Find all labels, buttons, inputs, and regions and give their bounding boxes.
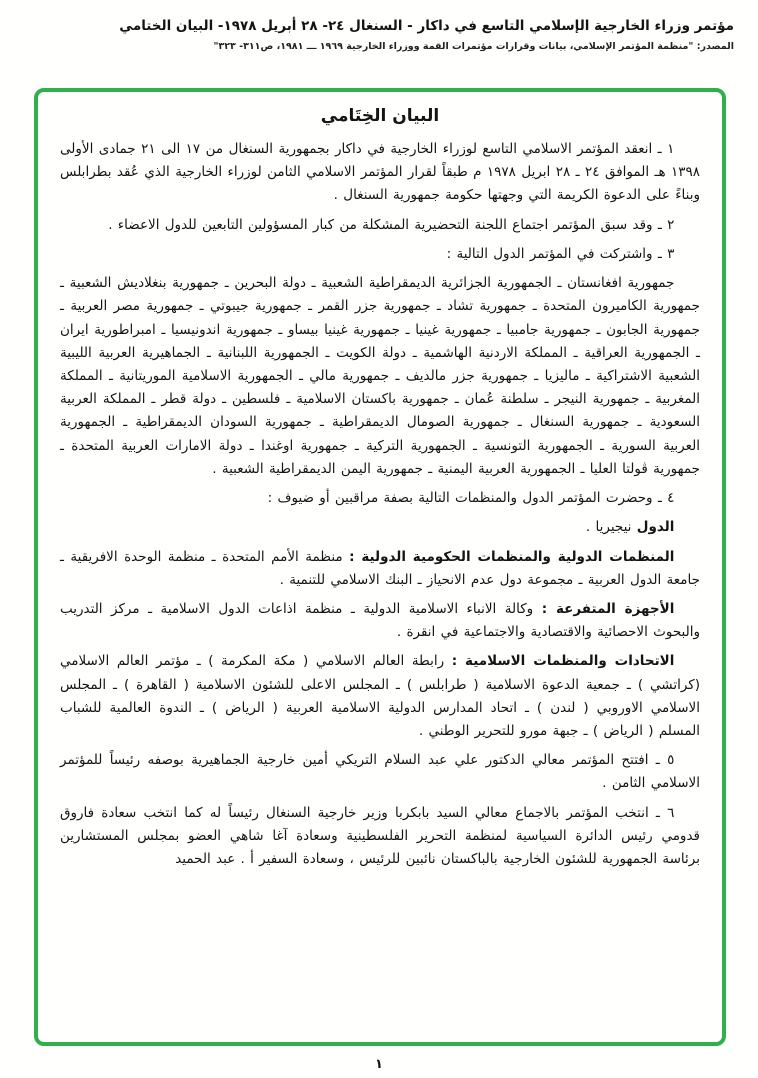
paragraph-label: المنظمات الدولية والمنظمات الحكومية الدولية : xyxy=(349,548,675,565)
page-header xyxy=(0,0,758,54)
paragraph-text: منظمة الأمم المتحدة ـ منظمة الوحدة الافريقية ـ جامعة الدول العربية ـ مجموعة دول عدم الانحياز ـ البنك الاسلامي للتنمية . xyxy=(60,548,700,588)
paragraph-text: ٤ ـ وحضرت المؤتمر الدول والمنظمات التالية بصفة مراقبين أو ضيوف : xyxy=(267,490,675,507)
paragraph-text: ٢ ـ وقد سبق المؤتمر اجتماع اللجنة التحضيرية المشكلة من كبار المسؤولين التابعين للدول الاعضاء . xyxy=(108,216,675,233)
paragraph-text: رابطة العالم الاسلامي ( مكة المكرمة ) ـ مؤتمر العالم الاسلامي (كراتشي ) ـ جمعية الدعوة الاسلامية ( طرابلس ) ـ المجلس الاعلى للشئون الاسلامية ( القاهرة ) ـ المجلس الاسلامي الاوروبي ( لندن ) ـ اتحاد المدارس الدولية الاسلامية العربية ( الرياض ) ـ الندوة العالمية للشباب المسلم ( الرياض ) ـ جبهة مورو للتحرير الوطني . xyxy=(60,653,700,740)
paragraph-1 xyxy=(60,138,700,208)
paragraph-4 xyxy=(60,487,700,510)
paragraph-text: وكالة الانباء الاسلامية الدولية ـ منظمة اذاعات الدول الاسلامية ـ مركز التدريب والبحوث الاحصائية والاقتصادية والاجتماعية في انقرة . xyxy=(60,600,700,641)
header-title: مؤتمر وزراء الخارجية الإسلامي التاسع في داكار - السنغال ٢٤- ٢٨ أبريل ١٩٧٨- البيان الختامي xyxy=(119,18,734,34)
paragraph-states-observers xyxy=(60,516,700,539)
paragraph-3 xyxy=(60,243,700,266)
paragraph-text: ٣ ـ واشتركت في المؤتمر الدول التالية : xyxy=(446,245,675,262)
paragraph-text: جمهورية افغانستان ـ الجمهورية الجزائرية الديمقراطية الشعبية ـ دولة البحرين ـ جمهورية بنغلاديش الشعبية ـ جمهورية الكاميرون المتحدة ـ جمهورية تشاد ـ جمهورية جزر القمر ـ جمهورية جيبوتي ـ جمهورية مصر العربية ـ جمهورية الجابون ـ جمهورية جامبيا ـ جمهورية غينيا ـ جمهورية غينيا بيساو ـ جمهورية اندونيسيا ـ امبراطورية ايران ـ الجمهورية العراقية ـ المملكة الاردنية الهاشمية ـ دولة الكويت ـ الجمهورية اللبنانية ـ الجماهيرية العربية الليبية الشعبية الاشتراكية ـ ماليزيا ـ جمهورية جزر مالديف ـ جمهورية مالي ـ الجمهورية الاسلامية الموريتانية ـ المملكة المغربية ـ جمهورية النيجر ـ سلطنة عُمان ـ جمهورية باكستان الاسلامية ـ فلسطين ـ دولة قطر ـ المملكة العربية السعودية ـ جمهورية السنغال ـ جمهورية الصومال الديمقراطية ـ جمهورية السودان الديمقراطية ـ الجمهورية العربية السورية ـ الجمهورية التونسية ـ الجمهورية التركية ـ جمهورية اوغندا ـ دولة الامارات العربية المتحدة ـ جمهورية ڤولتا العليا ـ الجمهورية العربية اليمنية ـ جمهورية اليمن الديمقراطية الشعبية . xyxy=(60,275,700,477)
paragraph-text: ٦ ـ انتخب المؤتمر بالاجماع معالي السيد بابكربا وزير خارجية السنغال رئيساً له كما انتخب سعادة فاروق قدومي رئيس الدائرة السياسية لمنظمة التحرير الفلسطينية وسعادة آغا شاهي العضو بمجلس المستشارين برئاسة الجمهورية للشئون الخارجية بالباكستان نائبين للرئيس ، وسعادة السفير أ . عبد الحميد xyxy=(60,804,700,868)
paragraph-text: ١ ـ انعقد المؤتمر الاسلامي التاسع لوزراء الخارجية في داكار بجمهورية السنغال من ١٧ الى ٢١ جمادى الأولى ١٣٩٨ هـ الموافق ٢٤ ـ ٢٨ ابريل ١٩٧٨ م طبقاً لقرار المؤتمر الاسلامي الثامن لوزراء الخارجية الذي عُقد بطرابلس وبناءً على الدعوة الكريمة التي وجهتها حكومة جمهورية السنغال . xyxy=(60,141,700,204)
paragraph-label: الأجهزة المتفرعة : xyxy=(541,600,675,617)
paragraph-2 xyxy=(60,214,700,237)
paragraph-subsidiary-organs xyxy=(60,598,700,644)
paragraph-5 xyxy=(60,749,700,795)
paragraph-label: الاتحادات والمنظمات الاسلامية : xyxy=(451,653,675,670)
paragraph-6 xyxy=(60,802,700,872)
paragraph-label: الدول xyxy=(636,519,675,536)
header-source: المصدر: "منظمة المؤتمر الإسلامي، بيانات وقرارات مؤتمرات القمة ووزراء الخارجية ١٩٦٩ ـــ ١٩٨١، ص٣١١- ٣٢٣" xyxy=(213,41,734,53)
paragraph-text: ٥ ـ افتتح المؤتمر معالي الدكتور علي عبد السلام التريكي أمين خارجية الجماهيرية بوصفه رئيساً للمؤتمر الاسلامي الثامن . xyxy=(60,752,700,792)
paragraph-international-organizations xyxy=(60,546,700,592)
page-number: ١ xyxy=(375,1057,383,1072)
paragraph-islamic-unions xyxy=(60,650,700,743)
document-frame xyxy=(34,88,726,1046)
document-title: البيان الخِتَامي xyxy=(320,106,440,126)
paragraph-text: نيجيريا . xyxy=(585,519,632,536)
paragraph-countries-list xyxy=(60,272,700,481)
